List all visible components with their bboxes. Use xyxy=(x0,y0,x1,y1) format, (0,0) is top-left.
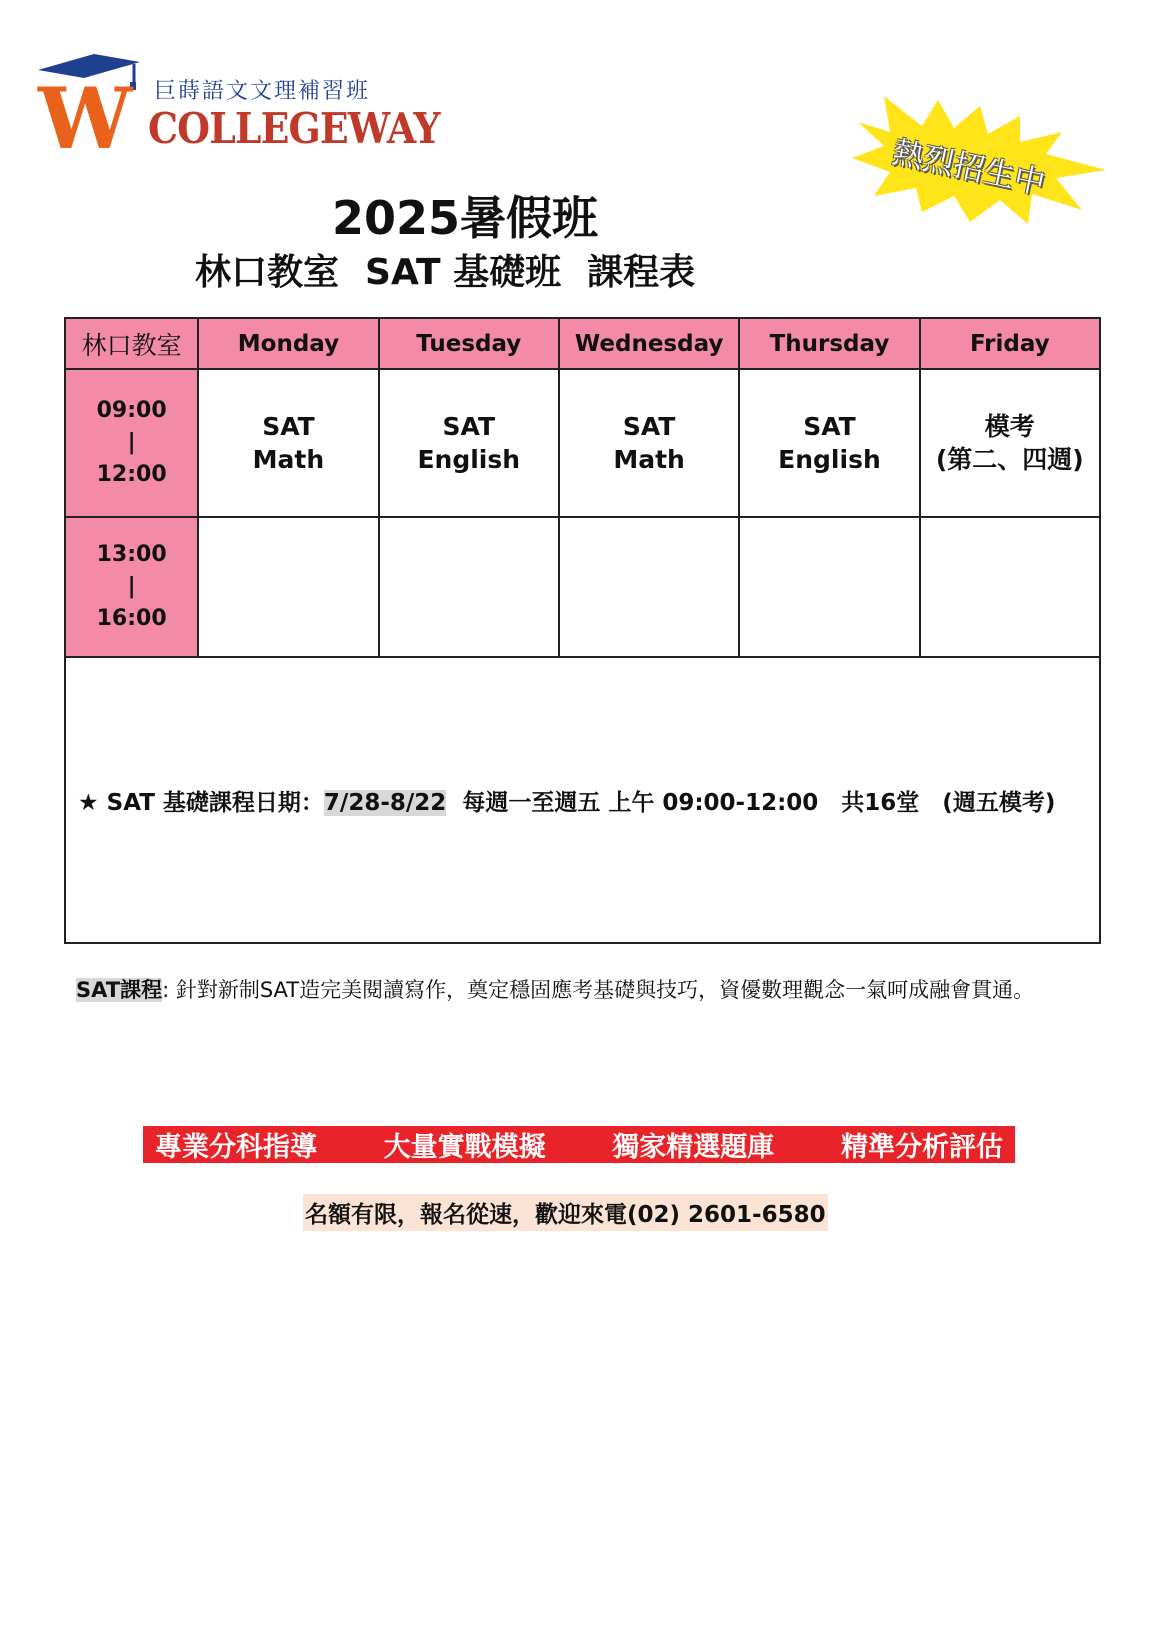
logo-chinese-name: 巨蒔語文文理補習班 xyxy=(154,79,371,104)
day-header-tuesday: Tuesday xyxy=(379,318,559,369)
table-row xyxy=(65,369,1100,517)
note-text: ★ SAT 基礎課程日期：7/28-8/22 每週一至週五 上午 09:00-12:00 共16堂 (週五模考) xyxy=(78,789,1056,816)
course-dates: 7/28-8/22 xyxy=(323,789,447,816)
subtitle-class: SAT 基礎班 xyxy=(365,252,562,293)
star-icon: ★ xyxy=(78,789,99,816)
corner-cell: 林口教室 xyxy=(65,318,198,369)
day-header-thursday: Thursday xyxy=(739,318,919,369)
class-cell: SAT Math xyxy=(559,369,739,517)
page-subtitle xyxy=(195,244,721,295)
class-cell: SAT English xyxy=(739,369,919,517)
course-description xyxy=(76,975,1076,1005)
page-title: 2025暑假班 xyxy=(331,191,599,245)
subtitle-location: 林口教室 xyxy=(195,252,340,293)
schedule-note-row xyxy=(65,657,1100,943)
subtitle-schedule: 課程表 xyxy=(587,252,696,293)
class-cell xyxy=(739,517,919,657)
class-cell: SAT English xyxy=(379,369,559,517)
time-slot-afternoon: 13:00 | 16:00 xyxy=(65,517,198,657)
schedule-table xyxy=(64,317,1101,944)
feature-item: 精準分析評估 xyxy=(840,1132,1003,1163)
class-cell: 模考 (第二、四週) xyxy=(920,369,1100,517)
day-header-wednesday: Wednesday xyxy=(559,318,739,369)
class-cell xyxy=(379,517,559,657)
logo-english-name: COLLEGEWAY xyxy=(148,104,440,153)
table-header-row xyxy=(65,318,1100,369)
feature-item: 大量實戰模擬 xyxy=(383,1132,546,1163)
svg-text:W: W xyxy=(38,69,133,162)
badge-text: 熱烈招生中 xyxy=(889,134,1049,202)
description-key: SAT課程 xyxy=(76,978,163,1002)
class-cell xyxy=(559,517,739,657)
table-row xyxy=(65,517,1100,657)
collegeway-logo xyxy=(36,52,440,162)
feature-item: 專業分科指導 xyxy=(155,1132,317,1163)
class-cell: SAT Math xyxy=(198,369,378,517)
feature-item: 獨家精選題庫 xyxy=(612,1132,775,1163)
features-banner xyxy=(143,1126,1015,1163)
day-header-friday: Friday xyxy=(920,318,1100,369)
contact-info: 名額有限，報名從速，歡迎來電(02) 2601-6580 xyxy=(303,1194,828,1231)
time-slot-morning: 09:00 | 12:00 xyxy=(65,369,198,517)
class-cell xyxy=(920,517,1100,657)
description-text: : 針對新制SAT造完美閱讀寫作，奠定穩固應考基礎與技巧，資優數理觀念一氣呵成融會貫通。 xyxy=(162,978,1035,1002)
class-cell xyxy=(198,517,378,657)
day-header-monday: Monday xyxy=(198,318,378,369)
schedule-note xyxy=(65,657,1100,943)
